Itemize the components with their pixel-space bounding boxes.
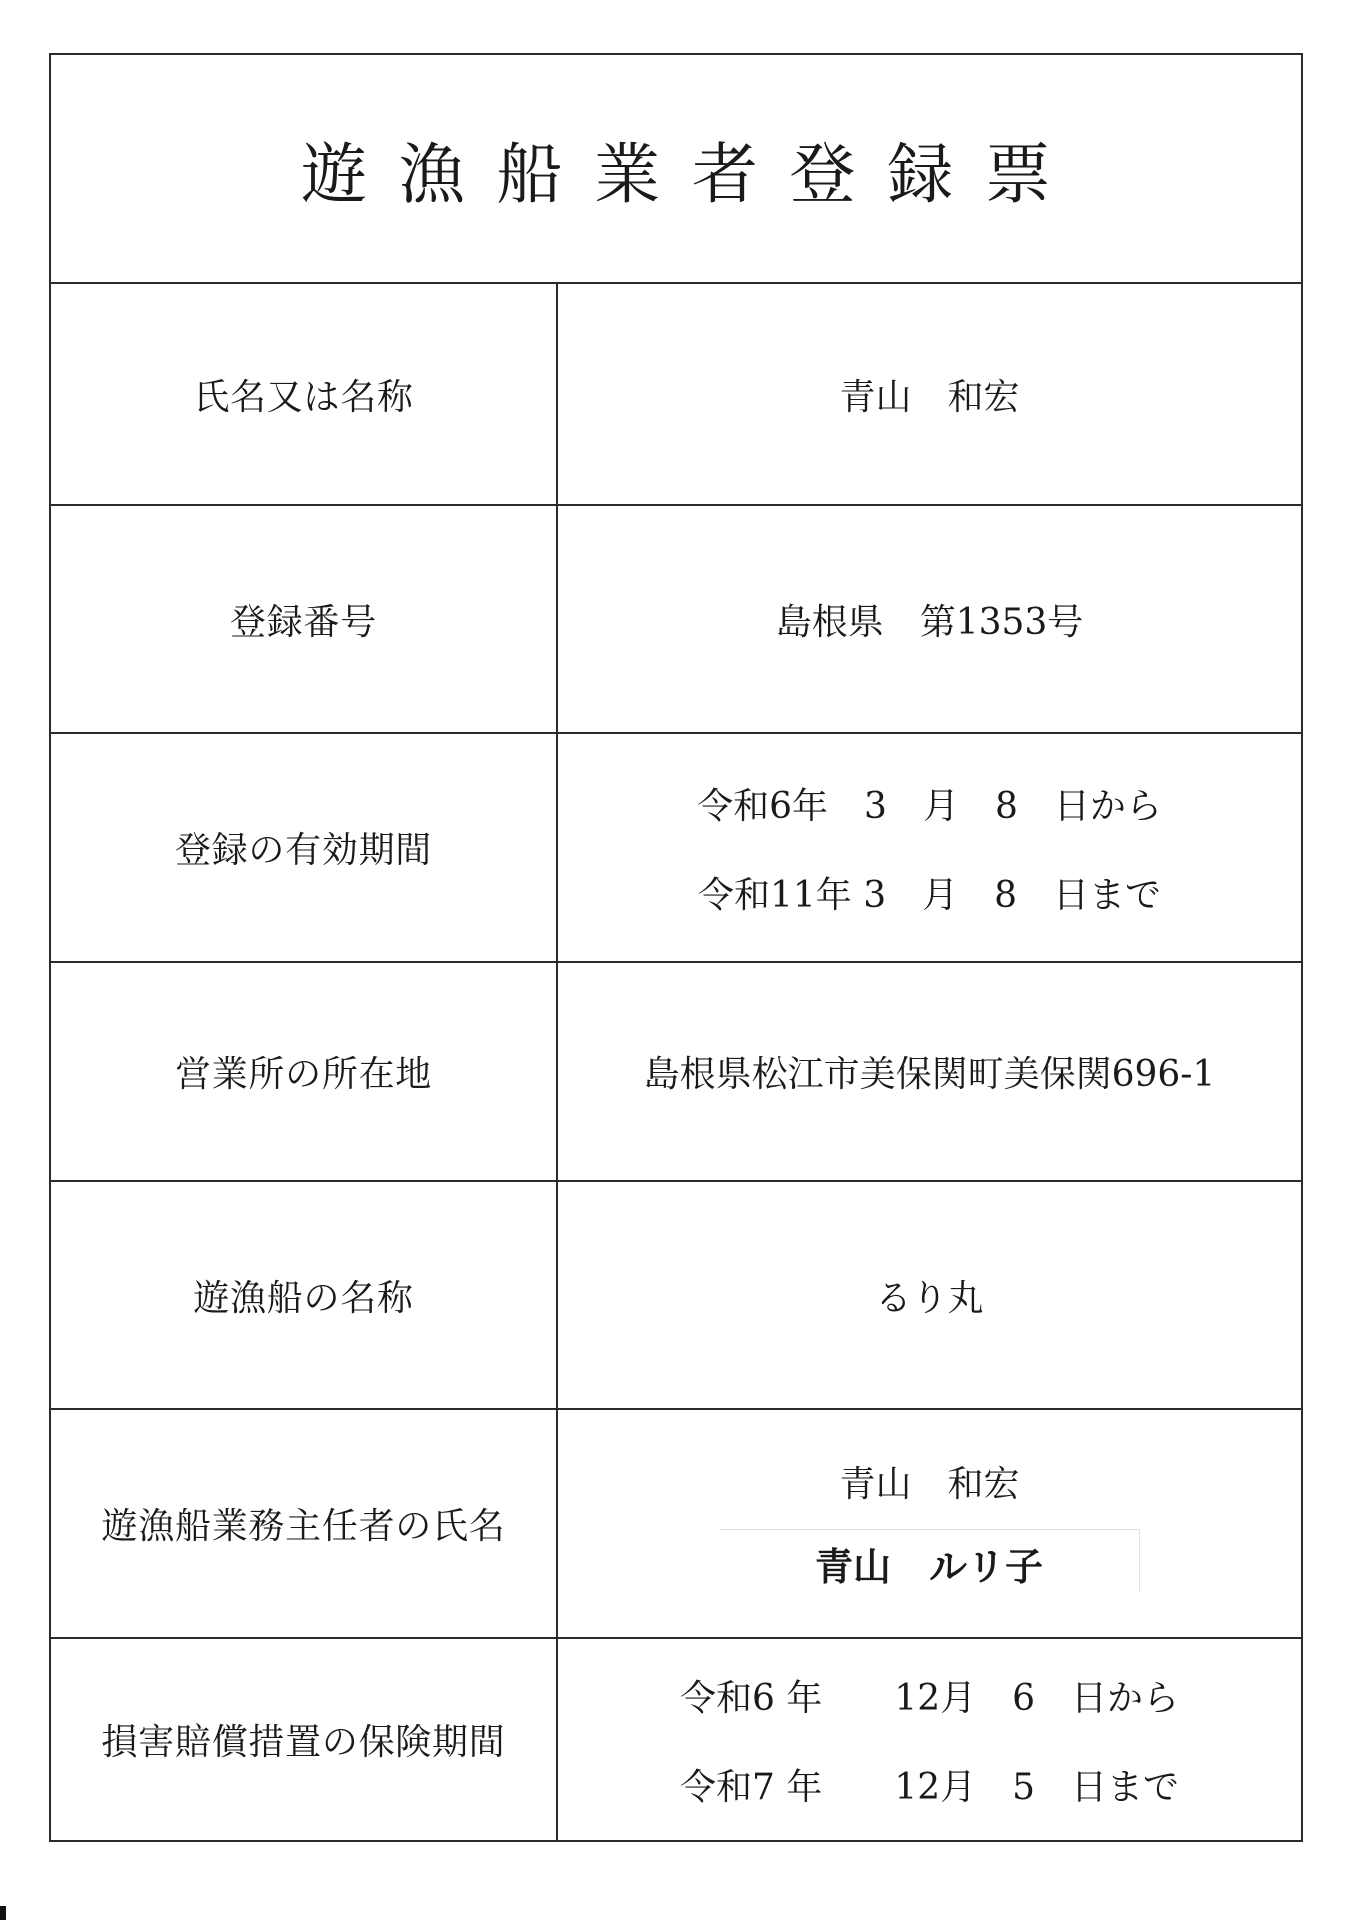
row-value-name: [558, 284, 1301, 504]
validity-start: 令和6年 3 月 8 日から: [697, 785, 1162, 827]
row-label-name: 氏名又は名称: [51, 284, 558, 504]
registration-number-value: 島根県 第1353号: [775, 601, 1084, 643]
row-office-address: [51, 963, 1301, 1182]
row-label-validity-period: 登録の有効期間: [51, 734, 558, 961]
row-value-chief-operator: [558, 1410, 1301, 1637]
validity-end: 令和11年 3 月 8 日まで: [697, 874, 1162, 916]
row-registration-number: [51, 506, 1301, 734]
row-name: [51, 284, 1301, 506]
title-row: [51, 55, 1301, 284]
row-value-insurance-period: [558, 1639, 1301, 1840]
row-label-insurance-period: 損害賠償措置の保険期間: [51, 1639, 558, 1840]
name-value: 青山 和宏: [839, 376, 1020, 418]
insurance-end: 令和7 年 12月 5 日まで: [679, 1766, 1180, 1808]
row-value-validity-period: [558, 734, 1301, 961]
chief-operator-1: 青山 和宏: [839, 1464, 1020, 1505]
row-insurance-period: [51, 1639, 1301, 1840]
boat-name-value: るり丸: [875, 1277, 984, 1319]
row-label-office-address: 営業所の所在地: [51, 963, 558, 1180]
row-value-boat-name: [558, 1182, 1301, 1408]
registration-certificate: [49, 53, 1303, 1842]
row-validity-period: [51, 734, 1301, 963]
office-address-value: 島根県松江市美保関町美保関696-1: [643, 1054, 1216, 1095]
row-value-registration-number: [558, 506, 1301, 732]
row-label-chief-operator: 遊漁船業務主任者の氏名: [51, 1410, 558, 1637]
document-title: 遊漁船業者登録票: [301, 136, 1083, 213]
scan-edge-mark: [0, 1906, 6, 1920]
chief-operator-2: 青山 ルリ子: [719, 1529, 1140, 1591]
row-label-registration-number: 登録番号: [51, 506, 558, 732]
insurance-start: 令和6 年 12月 6 日から: [679, 1677, 1180, 1719]
row-boat-name: [51, 1182, 1301, 1410]
row-label-boat-name: 遊漁船の名称: [51, 1182, 558, 1408]
row-value-office-address: [558, 963, 1301, 1180]
row-chief-operator: [51, 1410, 1301, 1639]
